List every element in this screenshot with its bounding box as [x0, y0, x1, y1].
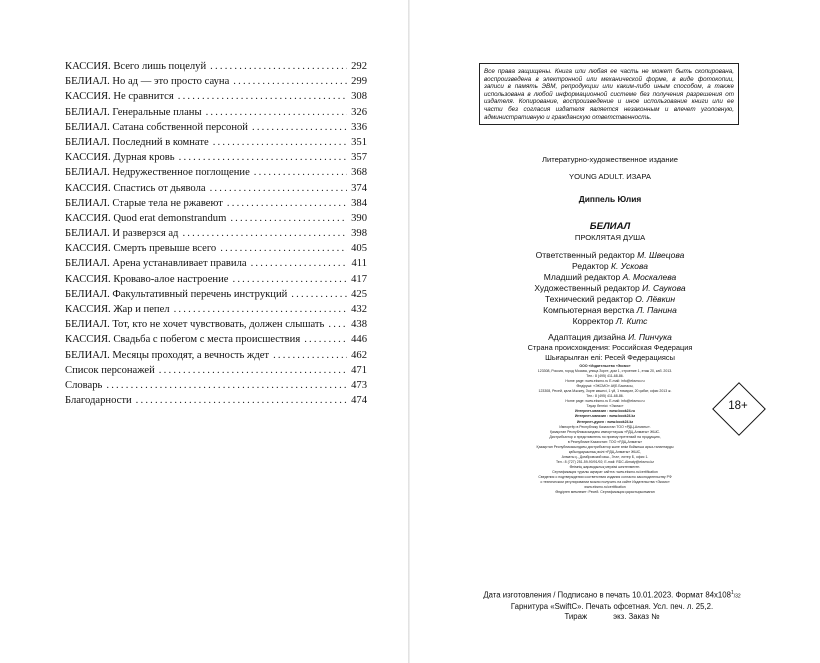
publisher-line: Тел.: 8 (727) 251-59-90/91/92; E-mail: RDC-Almaty@eksmo.kz: [555, 459, 655, 464]
toc-entry-title: КАССИЯ. Дурная кровь: [65, 152, 175, 164]
publisher-line: в Республике Казахстан: ТОО «РДЦ-Алматы»: [567, 439, 643, 444]
design-credit: [470, 332, 750, 343]
toc-leader-dots: [182, 226, 347, 241]
credit-line: [470, 283, 750, 294]
toc-entry-title: БЕЛИАЛ. Но ад — это просто сауна: [65, 76, 230, 88]
book-subtitle: ПРОКЛЯТАЯ ДУША: [574, 233, 646, 242]
toc-entry-title: КАССИЯ. Не сравнится: [65, 91, 174, 103]
toc-leader-dots: [230, 211, 347, 226]
credit-role: Ответственный редактор: [535, 250, 635, 260]
toc-entry-title: БЕЛИАЛ. Месяцы проходят, а вечность ждет: [65, 349, 270, 361]
credit-role: Младший редактор: [543, 272, 621, 282]
publisher-line: Импортёр в Республику Казахстан ТОО «РДЦ-Алматы».: [559, 424, 651, 429]
toc-entry: [65, 211, 367, 226]
toc-entry-page: 398: [351, 228, 367, 240]
credit-name: Л. Китс: [615, 316, 648, 326]
toc-entry-title: Благодарности: [65, 395, 132, 407]
toc-entry-page: 374: [351, 182, 367, 194]
origin-block: [470, 343, 750, 362]
toc-entry-title: БЕЛИАЛ. Тот, кто не хочет чувствовать, должен слышать: [65, 319, 325, 331]
toc-leader-dots: [232, 272, 347, 287]
toc-entry: [65, 363, 367, 378]
credit-name: К. Ускова: [611, 261, 648, 271]
print-line-3: Тираж экз. Заказ №: [564, 612, 660, 622]
toc-entry-page: 417: [351, 273, 367, 285]
toc-entry-page: 336: [351, 121, 367, 133]
toc-leader-dots: [291, 287, 347, 302]
toc-entry-title: КАССИЯ. Свадьба с побегом с места происшествия: [65, 334, 301, 346]
credit-name: И. Саукова: [642, 283, 686, 293]
toc-entry: [65, 59, 367, 74]
credit-line: [470, 294, 750, 305]
credit-name: Л. Панина: [636, 305, 677, 315]
credit-role: Технический редактор: [544, 294, 633, 304]
toc-entry-page: 292: [351, 61, 367, 72]
publisher-line: Тел.: 8 (495) 411-68-86.: [586, 394, 624, 399]
toc-entry-page: 405: [351, 243, 367, 255]
toc-entry: [65, 348, 367, 363]
toc-leader-dots: [206, 105, 348, 120]
toc-entry-title: КАССИЯ. Кроваво-алое настроение: [65, 273, 229, 285]
publisher-line: о техническом регулировании можно получить на сайте Издательства «Эксмо»: [540, 480, 670, 485]
toc-entry: [65, 393, 367, 408]
publisher-line: Интернет-магазин : www.book24.ru: [574, 409, 636, 414]
toc-entry-title: БЕЛИАЛ. Генеральные планы: [65, 106, 202, 118]
toc-entry: [65, 241, 367, 256]
toc-entry-title: БЕЛИАЛ. Старые тела не ржавеют: [65, 197, 223, 209]
credit-name: М. Швецова: [637, 250, 685, 260]
toc-entry: [65, 135, 367, 150]
toc-entry: [65, 196, 367, 211]
toc-entry: [65, 150, 367, 165]
toc-entry-page: 446: [351, 334, 367, 346]
credit-line: [470, 272, 750, 283]
toc-entry-page: 390: [351, 212, 367, 224]
toc-entry-title: КАССИЯ. Жар и пепел: [65, 304, 170, 315]
publisher-line: Өндірген мемлекет: Ресей. Сертификация қарастырылмаған: [555, 490, 655, 495]
publisher-line: Home page: www.eksmo.ru E-mail: info@eksmo.ru: [565, 399, 645, 404]
publisher-line: 123308, Россия, город Москва, улица Зорге, дом 1, строение 1, этаж 20, каб. 2013.: [537, 369, 673, 374]
toc-entry-title: КАССИЯ. Спастись от дьявола: [65, 182, 206, 194]
print-line-2: Гарнитура «SwiftC». Печать офсетная. Усл. печ. л. 25,2.: [510, 602, 714, 612]
publisher-line: Сертификация туралы ақпарат сайтта: www.eksmo.ru/certification: [552, 469, 658, 474]
toc-entry-page: 384: [351, 197, 367, 209]
toc-leader-dots: [179, 150, 347, 165]
toc-leader-dots: [220, 241, 347, 256]
toc-leader-dots: [254, 165, 347, 180]
publisher-line: Интернет-магазин : www.book24.kz: [574, 414, 636, 419]
toc-entry: [65, 378, 367, 393]
book-title: БЕЛИАЛ: [589, 221, 631, 232]
toc-entry-title: Словарь: [65, 379, 103, 391]
toc-leader-dots: [159, 363, 347, 378]
table-of-contents: [65, 59, 367, 408]
toc-leader-dots: [178, 89, 347, 104]
toc-entry-title: БЕЛИАЛ. Арена устанавливает правила: [65, 258, 247, 270]
publisher-line: Интернет-дүкен : www.book24.kz: [576, 419, 634, 424]
toc-entry-page: 474: [351, 395, 367, 407]
credit-line: [470, 316, 750, 327]
publisher-line: Өндіруші: «ЭКСМО» АҚБ Баспасы,: [576, 384, 634, 389]
toc-entry-page: 299: [351, 76, 367, 88]
publisher-line: Сведения о подтверждении соответствия издания согласно законодательству РФ: [538, 475, 672, 480]
toc-entry: [65, 302, 367, 317]
credit-role: Художественный редактор: [534, 283, 640, 293]
origin-kz: Шығарылған елі: Ресей Федерациясы: [545, 352, 675, 362]
print-info: [462, 589, 762, 622]
toc-entry: [65, 287, 367, 302]
toc-entry-page: 438: [351, 319, 367, 331]
copyright-notice: Все права защищены. Книга или любая ее часть не может быть скопирована, воспроизведена в электронной или механической форме, в виде фотокопии, записи в память ЭВМ, репродукции или каким-либо иным способом, а также использована в любой информационной системе без получения разрешения от издателя. Копирование, воспроизведение и иное использование книги или ее части без согласия издателя является незаконным и влечет уголовную, административную и гражданскую ответственность.: [479, 63, 739, 125]
toc-entry: [65, 120, 367, 135]
toc-entry-title: КАССИЯ. Смерть превыше всего: [65, 243, 217, 255]
toc-leader-dots: [174, 302, 348, 317]
publisher-line: www.eksmo.ru/certification: [584, 485, 626, 490]
toc-entry: [65, 181, 367, 196]
publisher-line: Home page: www.eksmo.ru E-mail: info@eksmo.ru: [565, 379, 645, 384]
publisher-line: Дистрибьютор и представитель по приему претензий на продукцию,: [549, 434, 661, 439]
toc-leader-dots: [251, 256, 348, 271]
toc-entry-title: БЕЛИАЛ. Факультативный перечень инструкций: [65, 288, 288, 300]
toc-leader-dots: [106, 378, 347, 393]
credit-role: Корректор: [572, 316, 614, 326]
credit-line: [470, 261, 750, 272]
publisher-line: Тауар белгісі: «Эксмо»: [586, 404, 624, 409]
toc-entry-title: КАССИЯ. Quod erat demonstrandum: [65, 212, 227, 224]
publisher-line: Алматы қ., Домбровский көш., 3«а», литер Б, офис 1.: [561, 454, 649, 459]
credit-name: И. Пинчука: [628, 332, 672, 342]
credit-role: Адаптация дизайна: [548, 332, 626, 342]
toc-entry-title: БЕЛИАЛ. И разверзся ад: [65, 228, 179, 240]
toc-entry: [65, 317, 367, 332]
toc-entry: [65, 74, 367, 89]
publisher-line: Тел.: 8 (495) 411-68-86.: [586, 374, 624, 379]
toc-leader-dots: [304, 332, 347, 347]
toc-leader-dots: [328, 317, 347, 332]
credit-name: О. Лёвкин: [635, 294, 676, 304]
credit-line: [470, 250, 750, 261]
genre-label: Литературно-художественное издание: [541, 155, 679, 164]
toc-leader-dots: [210, 181, 348, 196]
toc-entry-title: Список персонажей: [65, 364, 155, 376]
toc-leader-dots: [227, 196, 347, 211]
toc-entry-page: 368: [351, 167, 367, 179]
format-sub: /32: [733, 593, 741, 600]
publisher-line: қабылдаушының өкілі «РДЦ-Алматы» ЖШС,: [568, 449, 642, 454]
publisher-info: [476, 364, 734, 495]
toc-entry-title: БЕЛИАЛ. Сатана собственной персоной: [65, 121, 248, 133]
toc-entry-page: 357: [351, 152, 367, 164]
toc-entry-page: 308: [351, 91, 367, 103]
publisher-line: Қазақстан Республикасындағы импорттаушы «РДЦ-Алматы» ЖШС.: [549, 429, 661, 434]
toc-entry-page: 425: [351, 288, 367, 300]
toc-entry-page: 432: [351, 304, 367, 315]
toc-entry-page: 462: [351, 349, 367, 361]
toc-entry-title: КАССИЯ. Всего лишь поцелуй: [65, 61, 207, 72]
toc-entry-page: 471: [351, 364, 367, 376]
format-sup: 1: [730, 590, 734, 596]
toc-entry-page: 326: [351, 106, 367, 118]
publisher-line: 123308, Ресей, қала Мәскеу, Зорге көшесі, 1 үй, 1 ғимарат, 20 қабат, офис 2013 ж.: [538, 389, 672, 394]
age-rating-label: 18+: [728, 400, 748, 412]
toc-entry-page: 351: [351, 136, 367, 148]
toc-entry: [65, 226, 367, 241]
toc-leader-dots: [273, 348, 347, 363]
credit-line: [470, 305, 750, 316]
toc-entry: [65, 165, 367, 180]
print-line-1: [462, 589, 762, 602]
publisher-line: Өнімнің жарамдылық мерзімі шектелмеген.: [569, 464, 641, 469]
author-name: Диппель Юлия: [578, 194, 642, 204]
toc-entry-page: 411: [351, 258, 367, 270]
toc-entry-page: 473: [351, 379, 367, 391]
credit-name: А. Москалева: [622, 272, 677, 282]
publisher-line: Қазақстан Республикасындағы дистрибьютор және өнім бойынша арыз-талаптарды: [536, 444, 674, 449]
toc-leader-dots: [252, 120, 347, 135]
credits-block: [470, 250, 750, 343]
credit-role: Компьютерная верстка: [543, 305, 635, 315]
toc-leader-dots: [210, 59, 347, 74]
toc-entry: [65, 256, 367, 271]
toc-entry-title: БЕЛИАЛ. Недружественное поглощение: [65, 167, 250, 179]
origin-ru: Страна происхождения: Российская Федерация: [527, 343, 693, 352]
publisher-line: ООО «Издательство «Эксмо»: [579, 364, 631, 368]
credit-role: Редактор: [572, 261, 609, 271]
toc-entry: [65, 105, 367, 120]
toc-leader-dots: [213, 135, 347, 150]
toc-entry: [65, 332, 367, 347]
series-label: YOUNG ADULT. ИЗАРА: [569, 172, 651, 181]
toc-entry: [65, 272, 367, 287]
print-line-1-text: Дата изготовления / Подписано в печать 10.01.2023. Формат 84х108: [483, 590, 731, 600]
toc-entry-title: БЕЛИАЛ. Последний в комнате: [65, 136, 209, 148]
toc-leader-dots: [136, 393, 347, 408]
toc-entry: [65, 89, 367, 104]
toc-leader-dots: [233, 74, 347, 89]
